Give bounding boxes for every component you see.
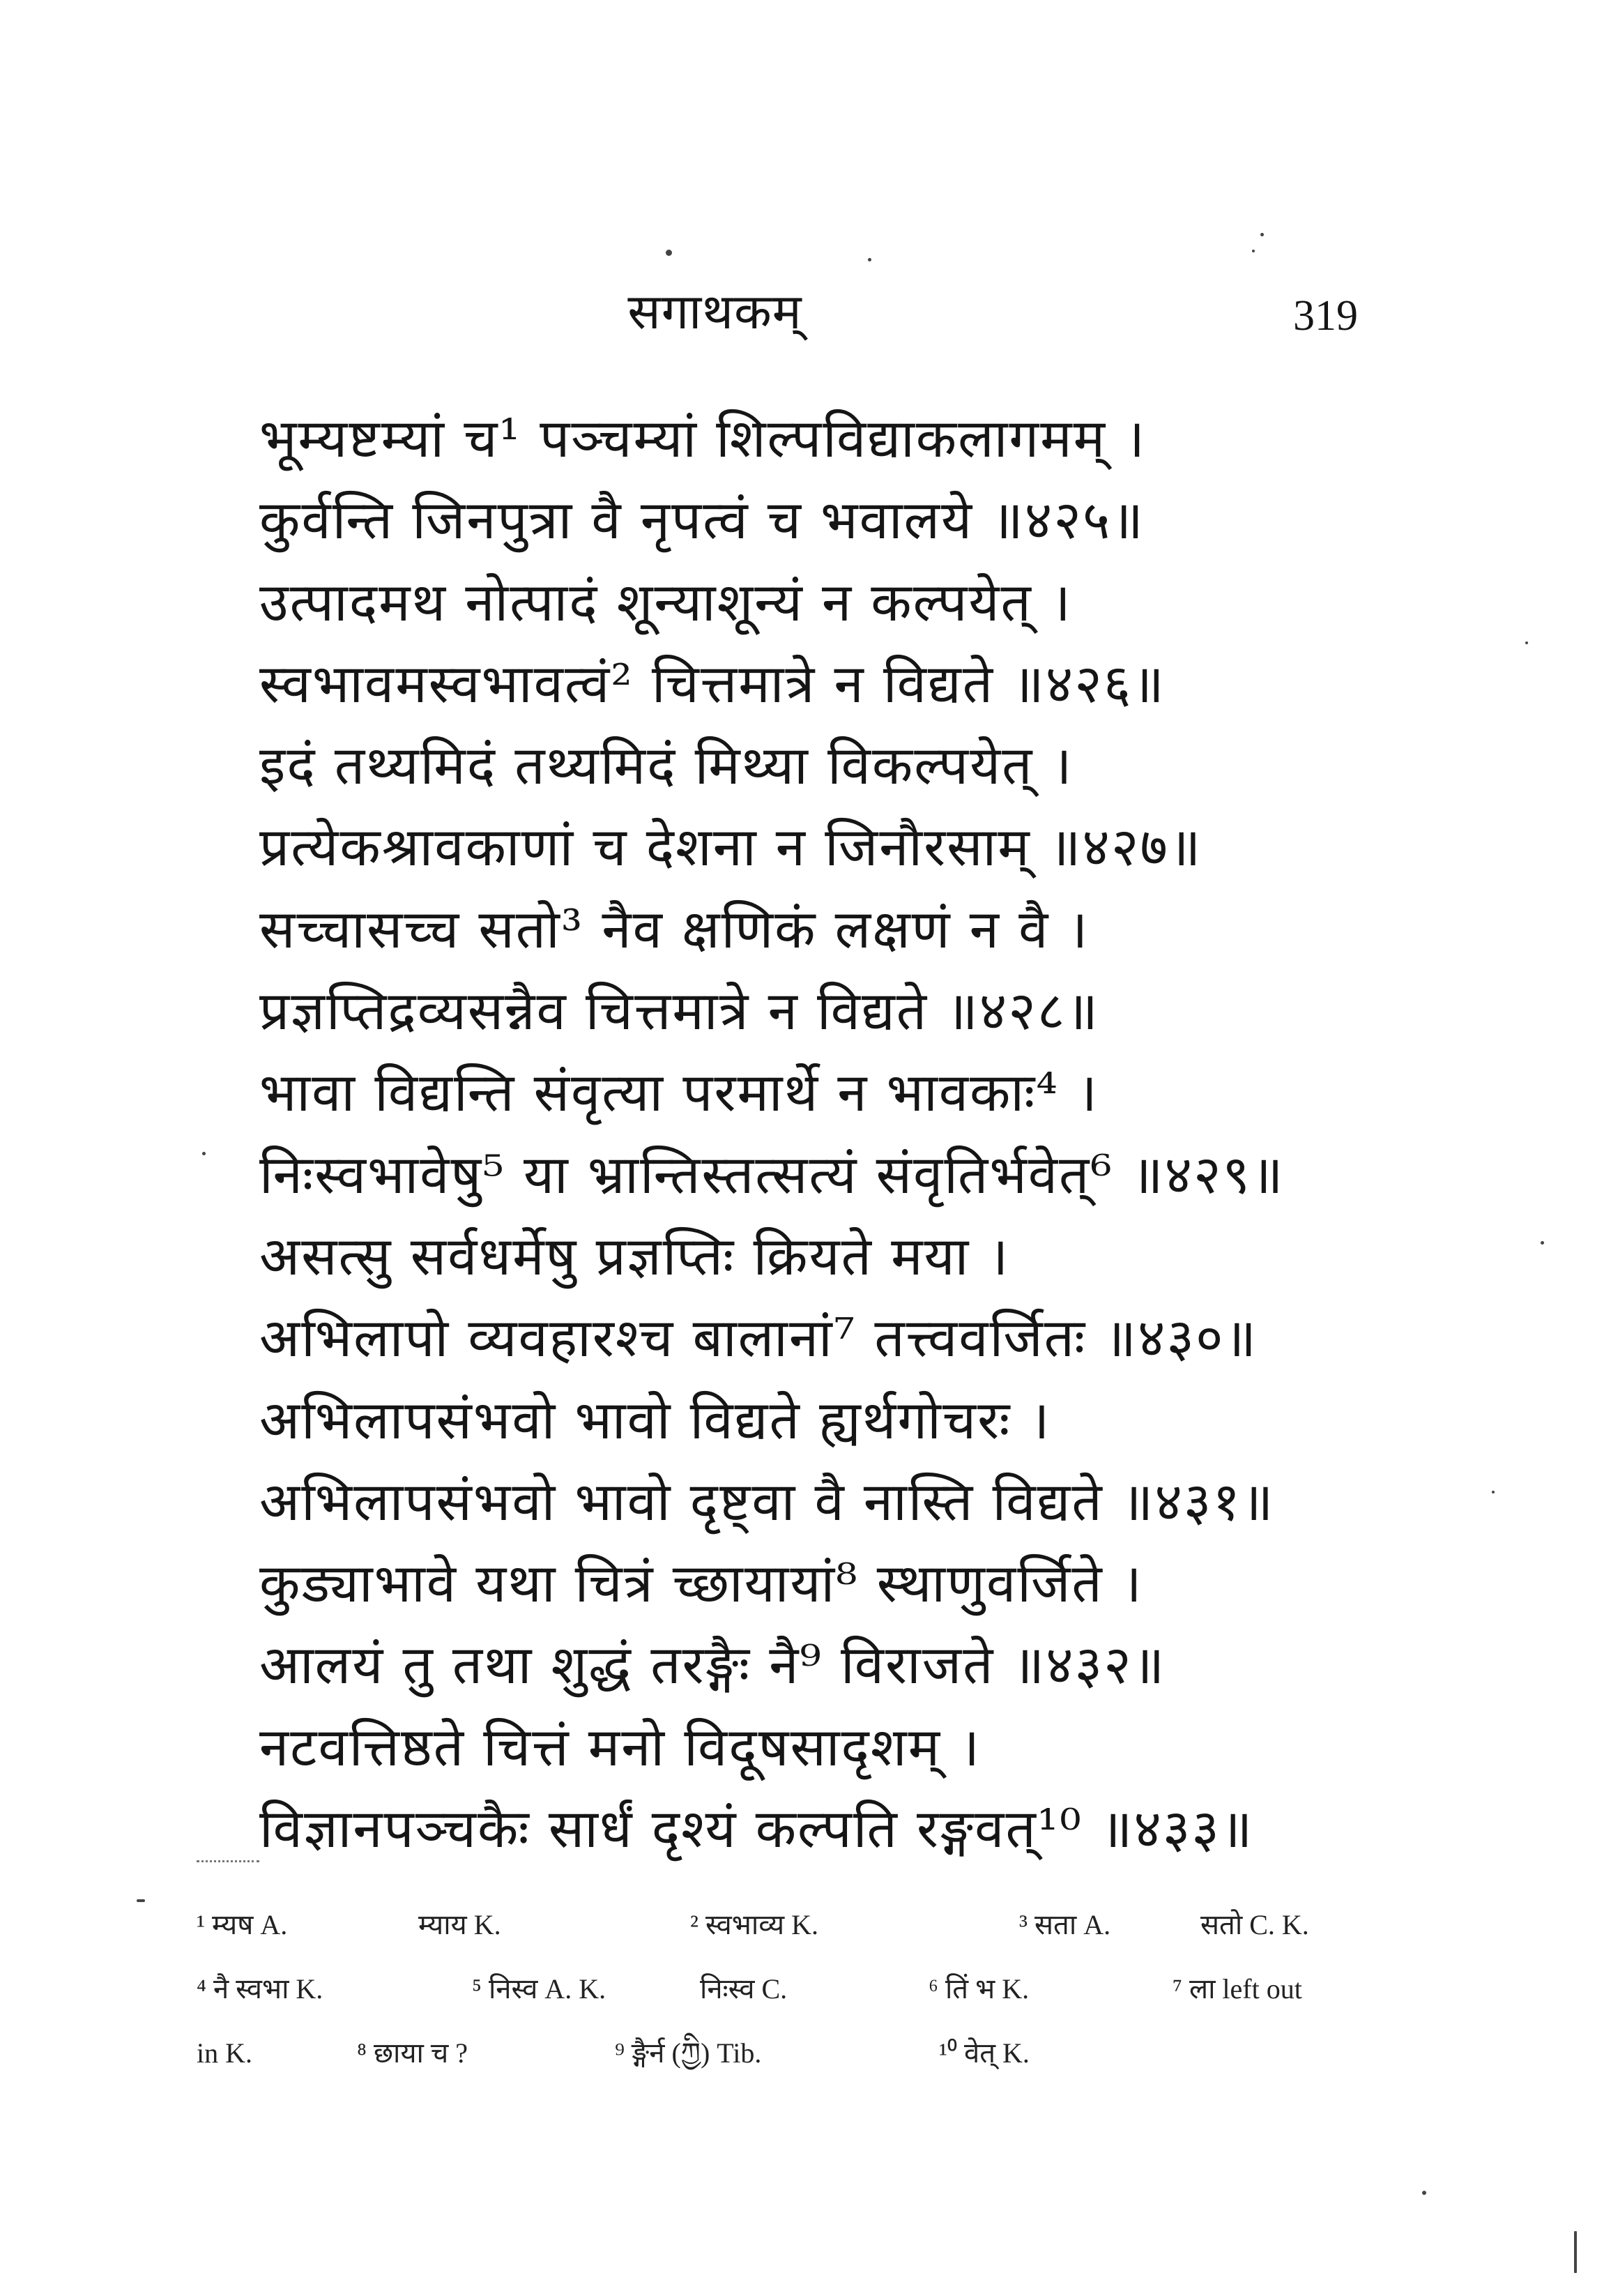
verse-line: स्वभावमस्वभावत्वं² चित्तमात्रे न विद्यते ॥४२६॥ — [259, 652, 1166, 715]
verse-line: इदं तथ्यमिदं तथ्यमिदं मिथ्या विकल्पयेत् । — [259, 734, 1074, 797]
footnote: ⁸ छाया च ? — [357, 2037, 468, 2069]
scan-speck — [1422, 2191, 1426, 2195]
footnote: सतो C. K. — [1200, 1909, 1309, 1940]
footnote: ² स्वभाव्य K. — [690, 1909, 819, 1940]
scan-speck — [868, 258, 871, 261]
verse-line: आलयं तु तथा शुद्धं तरङ्गैः नै⁹ विराजते ॥४३२॥ — [259, 1634, 1166, 1696]
verse-line: कुड्याभावे यथा चित्रं च्छायायां⁸ स्थाणुवर्जिते । — [259, 1552, 1143, 1615]
verse-line: अभिलापसंभवो भावो विद्यते ह्यर्थगोचरः । — [259, 1388, 1051, 1451]
scan-speck — [1260, 233, 1264, 236]
verse-line: विज्ञानपञ्चकैः सार्धं दृश्यं कल्पति रङ्गवत्¹⁰ ॥४३३॥ — [259, 1797, 1254, 1860]
footnote: ¹⁰ वेत् K. — [939, 2037, 1030, 2069]
footnote: ⁶ तिं भ K. — [929, 1973, 1030, 2005]
scan-speck — [1492, 1491, 1495, 1493]
scan-speck — [1541, 1241, 1544, 1245]
scan-speck — [202, 1152, 206, 1155]
footnote: ³ सता A. — [1019, 1909, 1111, 1940]
footnote: in K. — [197, 2037, 252, 2069]
verse-line: प्रत्येकश्रावकाणां च देशना न जिनौरसाम् ॥४२७॥ — [259, 816, 1202, 879]
scan-speck — [666, 250, 672, 256]
footnotes — [197, 1893, 1382, 2085]
verse-line: निःस्वभावेषु⁵ या भ्रान्तिस्तत्सत्यं संवृतिर्भवेत्⁶ ॥४२९॥ — [259, 1143, 1285, 1206]
footnote-row — [197, 1957, 1382, 2021]
running-title-text: सगाथकम् — [627, 283, 802, 340]
footnote: ⁴ नै स्वभा K. — [197, 1973, 323, 2005]
footnote: ¹ म्यष A. — [197, 1909, 288, 1940]
verse-block — [259, 397, 1375, 1869]
footnote: ⁹ ङ्गैर्न (ཀྱི) Tib. — [615, 2037, 762, 2069]
verse-line: भावा विद्यन्ति संवृत्या परमार्थे न भावकाः⁴ । — [259, 1061, 1099, 1124]
footnote-rule — [197, 1860, 259, 1862]
footnote-row — [197, 1893, 1382, 1957]
verse-line: अभिलापो व्यवहारश्च बालानां⁷ तत्त्ववर्जितः ॥४३०॥ — [259, 1307, 1258, 1369]
verse-line: सच्चासच्च सतो³ नैव क्षणिकं लक्षणं न वै । — [259, 897, 1090, 960]
verse-line: प्रज्ञप्तिद्रव्यसन्नैव चित्तमात्रे न विद्यते ॥४२८॥ — [259, 980, 1099, 1042]
scan-speck — [137, 1899, 145, 1902]
footnote-row — [197, 2021, 1382, 2085]
footnote: ⁵ निस्व A. K. — [472, 1973, 606, 2005]
page-number: 319 — [1293, 292, 1358, 340]
scan-speck — [1525, 641, 1528, 644]
scan-speck — [1574, 2231, 1577, 2273]
verse-line: नटवत्तिष्ठते चित्तं मनो विदूषसादृशम् । — [259, 1715, 982, 1778]
verse-line: भूम्यष्टम्यां च¹ पञ्चम्यां शिल्पविद्याकलागमम् । — [259, 407, 1147, 469]
footnote: ⁷ ला left out — [1173, 1973, 1302, 2005]
footnote: म्याय K. — [418, 1909, 501, 1940]
running-title — [0, 280, 1611, 343]
verse-line: उत्पादमथ नोत्पादं शून्याशून्यं न कल्पयेत् । — [259, 570, 1072, 633]
footnote: निःस्व C. — [700, 1973, 788, 2005]
verse-line: असत्सु सर्वधर्मेषु प्रज्ञप्तिः क्रियते मया । — [259, 1224, 1010, 1287]
verse-line: अभिलापसंभवो भावो दृष्ट्वा वै नास्ति विद्यते ॥४३१॥ — [259, 1470, 1275, 1533]
verse-line: कुर्वन्ति जिनपुत्रा वै नृपत्वं च भवालये ॥४२५॥ — [259, 489, 1145, 552]
scan-speck — [1252, 250, 1255, 252]
